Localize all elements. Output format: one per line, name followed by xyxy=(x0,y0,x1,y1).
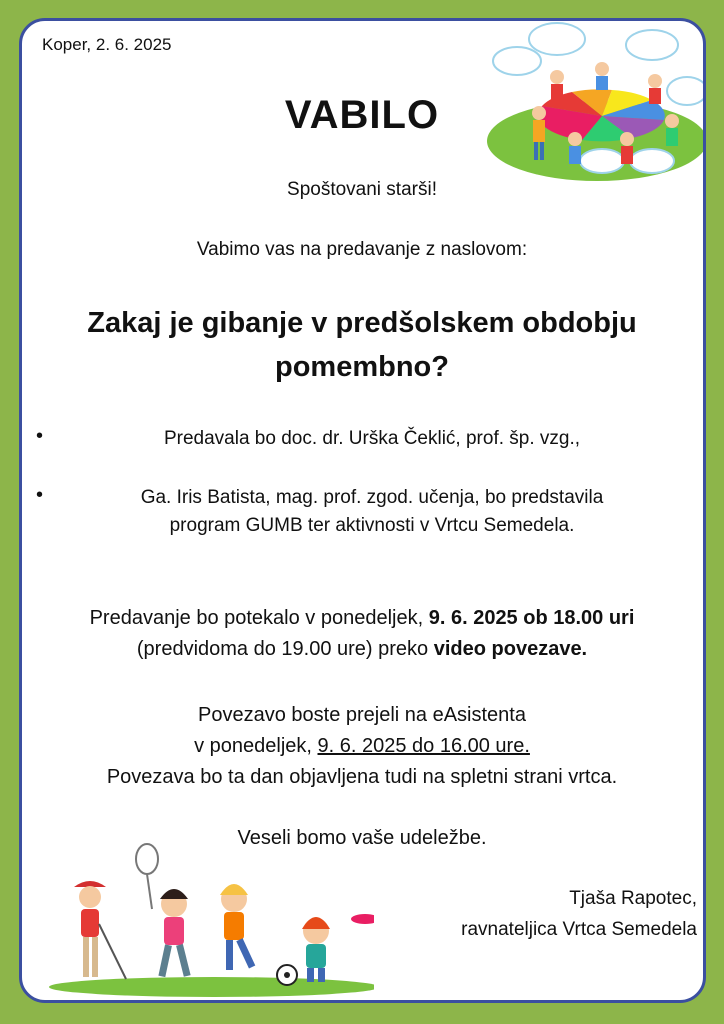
bullet-presenter-line2: program GUMB ter aktivnosti v Vrtcu Semedela. xyxy=(169,515,575,536)
kid-frisbee xyxy=(302,914,374,982)
kid-football xyxy=(220,884,297,985)
bullet-presenter xyxy=(82,484,662,540)
link-info-line3: Povezava bo ta dan objavljena tudi na spletni strani vrtca. xyxy=(106,766,618,788)
greeting: Spoštovani starši! xyxy=(287,179,437,200)
schedule-line2 xyxy=(22,634,702,665)
schedule-line1-text: Predavanje bo potekalo v ponedeljek, xyxy=(89,607,429,629)
kid-golf xyxy=(74,881,126,979)
schedule-mode: video povezave. xyxy=(433,638,588,660)
link-info-line1: Povezavo boste prejeli na eAsistenta xyxy=(198,704,526,726)
signature-name: Tjaša Rapotec, xyxy=(569,888,697,909)
signature xyxy=(461,883,697,945)
kids-sports-illustration xyxy=(44,839,374,999)
bullet-speaker-line: Predavala bo doc. dr. Urška Čeklić, prof. šp. vzg., xyxy=(163,428,581,449)
schedule-line1 xyxy=(22,603,702,634)
lecture-title-line1: Zakaj je gibanje v predšolskem obdobju xyxy=(87,307,637,339)
invitation-card xyxy=(19,18,706,1003)
invitation-title: VABILO xyxy=(284,93,440,137)
link-info xyxy=(22,700,702,793)
schedule-line2-text: (predvidoma do 19.00 ure) preko xyxy=(136,638,434,660)
lecture-title xyxy=(22,301,702,389)
link-info-deadline: 9. 6. 2025 do 16.00 ure. xyxy=(317,735,530,757)
lecture-title-line2: pomembno? xyxy=(275,351,449,383)
closing-text: Veseli bomo vaše udeležbe. xyxy=(237,827,487,849)
intro-text: Vabimo vas na predavanje z naslovom: xyxy=(196,239,528,260)
signature-role: ravnateljica Vrtca Semedela xyxy=(461,919,697,940)
bullet-presenter-line1: Ga. Iris Batista, mag. prof. zgod. učenja, bo predstavila xyxy=(140,487,604,508)
bullet-dot: • xyxy=(36,425,44,447)
link-info-line2-text: v ponedeljek, xyxy=(194,735,318,757)
bullet-dot: • xyxy=(36,484,44,506)
schedule-info xyxy=(22,603,702,665)
link-info-line2 xyxy=(22,731,702,762)
bullet-speaker xyxy=(82,425,662,453)
kid-badminton xyxy=(136,844,191,977)
date-location: Koper, 2. 6. 2025 xyxy=(42,35,172,54)
schedule-datetime: 9. 6. 2025 ob 18.00 uri xyxy=(428,607,635,629)
